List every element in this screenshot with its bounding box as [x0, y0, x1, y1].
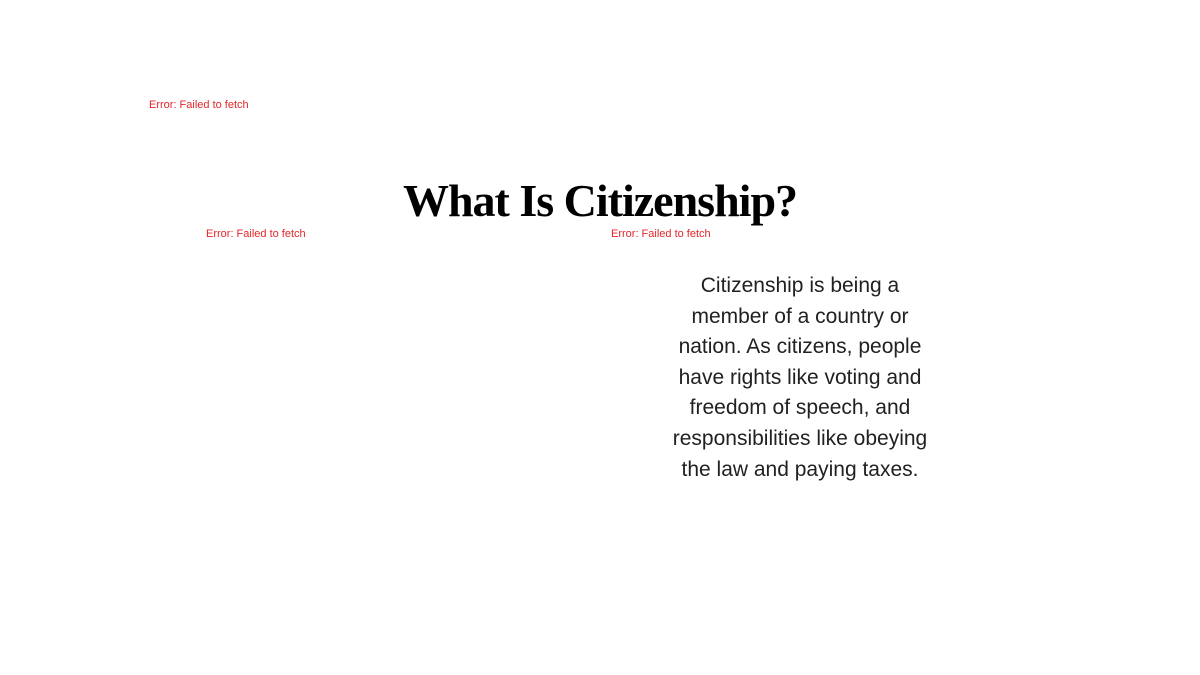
paragraph-line: Citizenship is being a [700, 274, 900, 297]
image-fetch-error-top-left: Error: Failed to fetch [149, 99, 249, 111]
paragraph-line: nation. As citizens, people [678, 335, 922, 359]
image-fetch-error-middle-right: Error: Failed to fetch [611, 228, 711, 240]
body-paragraph [640, 271, 960, 485]
image-fetch-error-middle-left: Error: Failed to fetch [206, 228, 306, 240]
paragraph-line: the law and paying taxes. [681, 457, 919, 481]
paragraph-line: responsibilities like obeying [672, 426, 928, 450]
paragraph-line: have rights like voting and [678, 365, 922, 389]
paragraph-line: freedom of speech, and [689, 396, 911, 420]
paragraph-line: member of a country or [691, 304, 909, 328]
slide-title: What Is Citizenship? [402, 174, 798, 226]
